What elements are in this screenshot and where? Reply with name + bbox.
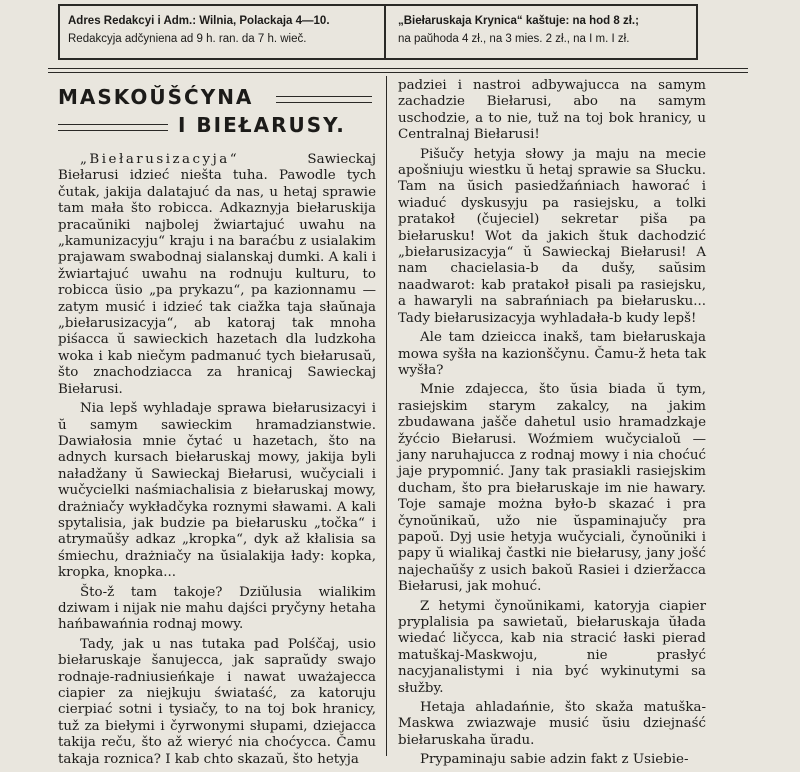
paragraph: Z hetymi čynoŭnikami, katoryja ciapier pryplalisia pa sawietaŭ, biełaruskaja ŭłada wiedać ličycca, kab nia stracić łaski pierad matuškaj-Maskwoju, nie prasłyć nacyjanalistymi i nia być wykinutymi sa słužby. bbox=[398, 598, 706, 696]
column-divider bbox=[386, 76, 387, 756]
paragraph: Prypaminaju sabie adzin fakt z Usiebie- bbox=[420, 752, 689, 768]
paragraph: padziei i nastroi adbywajucca na samym zachadzie Biełarusi, abo na samym uschodzie, a to nie, tuž na toj bok hranicy, u Centralnaj Biełarusi! bbox=[398, 78, 706, 143]
address-line: Adres Redakcyi i Adm.: Wilnia, Polackaja 4—10. bbox=[68, 15, 330, 27]
title-ornament-rule-1 bbox=[276, 96, 372, 103]
paragraph: Mnie zdajecca, što ŭsia biada ŭ tym, rasiejskim starym zakalcy, na jakim zbudawana jaščе dahetul usio hramadzkaje žyćcio Biełarusi. Woźmiem wučycialoŭ — jany naruhajucca z rodnaj mowy i nia choćuć jaje prypomnić. Jany tak prasiakli rasiejskim ducham, što pra biełaruskaje im nie hawary. Toje samaje można było-b skazać i pra čynoŭnikaŭ, užo nie ŭspaminajučy pra papoŭ. Dyj usie hetyja wučyciali, čynoŭniki i papy ŭ wialikaj častki nie biełarusy, jany jošć najechaŭšy z usich bakoŭ Rasiei i dzieržacca Biełarusi, jak mohuć. bbox=[398, 382, 706, 595]
paragraph: Ale tam dzieicca inakš, tam biełaruskaja mowa syšła na kazionščynu. Čamu-ž heta tak wyšła? bbox=[398, 330, 706, 378]
paragraph: „Biełarusizacyja“ Sawieckaj Biełarusi idzieć niešta tuha. Pawodle tych čutak, jakija dalatajuć da nas, u hetaj sprawie tam mała što robicca. Adkaznyja biełaruskija pracaŭniki najbolej žwiartajuć uwahu na „kamunizacyju“ kraju i na baraćbu z usialakim prajawam swabodnaj sialanskaj dumki. A kali i žwiartajuć uwahu na rodnuju kulturu, to robicca üsio „pa prykazu“, pa kazionnamu — zatym musić i idzieć tak ciažka taja słaŭnaja „biełarusizacyja“, ab katoraj tak mnoha piśacca ŭ sawieckich hazetach dla ludzkoha woka i kab niečym padmanuć tych biełarusaŭ, što znachodziacca za hranicaj Sawieckaj Biełarusi. bbox=[58, 152, 376, 397]
paragraph: Tady, jak u nas tutaka pad Polśčaj, usio biełaruskaje šanujecca, jak sapraŭdy swajo rodnaje-radniusieńkaje i nawat uważajecca ciapier za niejkuju świataść, za katoruju cierpiać sotni i tysiačy, to na toj bok hranicy, tuž za biełymi i čyrwonymi słupami, dziejacca takija reču, što až wieryć nia choćycca. Čamu takaja roznica? I kab chto skazaŭ, što hetyja bbox=[58, 636, 376, 767]
article-title-line-2: I BIEŁARUSY. bbox=[178, 113, 346, 137]
subscription-line-1: „Biełaruskaja Krynica“ kaštuje: na hod 8 zł.; bbox=[398, 15, 639, 27]
subscription-box bbox=[386, 4, 698, 60]
header-rule-bottom bbox=[48, 72, 748, 73]
paragraph: Pišučy hetyja słowy ja maju na mecie apošniuju wiestku ŭ hetaj sprawie sa Słucku. Tam na ŭsich pasiedžańniach haworać i wiaduć dyskusyju pa rasiejsku, a tolki pratakoł (čujeciel) sekretar piša pa biełarusku! Wot da jakich štuk dachodzić „biełarusizacyja“ ŭ Sawieckaj Biełarusi! A nam chacielasia-b da dušy, saŭsim naadwarot: kab pratakoł pisali pa rasiejsku, a hawaryli na sabrańniach pa biełarusku... Tady biełarusizacyja wyhladała-b kudy lepš! bbox=[398, 146, 706, 326]
header-rule-top bbox=[48, 68, 748, 69]
article-title-line-1: MASKOŬŠĆYNA bbox=[58, 85, 254, 109]
paragraph: Hetaja ahladańnie, što skaža matuška-Maskwa zwiazwaje musić ŭsiu dziejnaść biełaruskaha ŭradu. bbox=[398, 700, 706, 748]
article-column-left bbox=[58, 152, 376, 771]
office-hours-line: Redakcyja adčyniena ad 9 h. ran. da 7 h. wieč. bbox=[68, 33, 307, 45]
editorial-address-box bbox=[58, 4, 386, 60]
paragraph: Nia lepš wyhladaje sprawa biełarusizacyi i ŭ samym sawieckim hramadzianstwie. Dawiałosia mnie čytać u hazetach, što na adnych kursach biełaruskaj mowy, jakija byli naładžany ŭ Sawieckaj Biełarusi, wučyciali i wučycielki naśmiachalisia z biełaruskaj mowy, drażniačy wykładčyka roznymi sławami. A kali spytalisia, jak budzie pa biełarusku „točka“ i atrymaŭšy adkaz „kropka“, dyk až kłalisia sa śmiechu, drażniačy na ŭsialakija ładу: kopka, kropka, knopka... bbox=[58, 401, 376, 581]
article-column-right bbox=[398, 78, 706, 772]
title-ornament-rule-2 bbox=[58, 124, 168, 131]
paragraph: Što-ž tam takoje? Dziŭlusia wialikim dziwam i nijak nie mahu dajści pryčyny hetaha hańbawańnia rodnaj mowy. bbox=[58, 584, 376, 633]
subscription-line-2: na paŭhoda 4 zł., na 3 mies. 2 zł., na I m. I zł. bbox=[398, 33, 630, 45]
